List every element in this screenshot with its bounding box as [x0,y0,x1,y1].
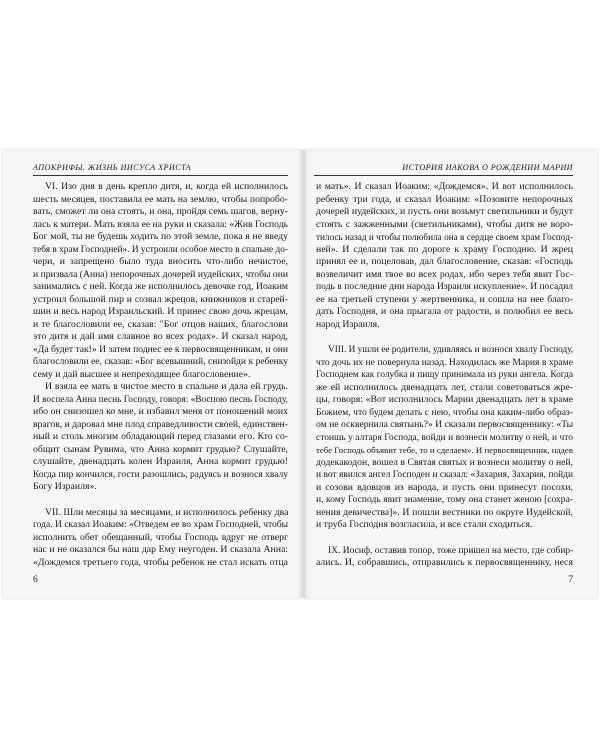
text-line: Когда пир кончился, гости разошлись, радуясь и вознося хвалу [33,469,288,480]
text-line: нения девичества]». И пошли вестники по округе Иудейской, [316,506,573,518]
text-line: тебе Господь объявит тебе, то и сделаем». И первосвященник, надев [316,445,573,455]
text-line: ались. И, собравшись, отправились к первосвященнику, неся [316,557,573,568]
text-line: тебя в храм Господней». И устроили особое место в спальне до- [33,244,288,255]
text-line: принял ее и, поцеловав, дал благословение, сказав: «Господь [316,256,573,267]
text-line: ный и столь многим обладающий перед глазами его. Кто со- [33,431,288,442]
text-line: VI. Изо дня в день крепло дитя, и, когда ей исполнилось [45,181,288,192]
text-line: «Да будет так!» И затем поднес ее к первосвященникам, и они [33,343,288,355]
paragraph-gap [316,331,573,344]
text-line: народ Израиля. [316,318,380,330]
text-line: благословили ее, сказав: «Бог всевышний, снизойди к ребенку [33,356,288,367]
text-line: же ей исполнилось двенадцать лет, стали советоваться жре- [316,381,573,393]
text-line: стоишь у алтаря Господа, войди и вознеси молитву о ней, и что [316,432,573,443]
text-line: И воспела Анна песнь Господу, говоря: «Воспою песнь Господу, [33,394,288,405]
text-line: Богу Израиля». [33,481,97,492]
text-line: подь в последние дни народа Израиля искупление». И посадил [316,281,573,292]
text-line: и, кому Господь явит знамение, тому она станет женою [сохра- [316,494,573,505]
text-line: слушайте, двенадцать колен Израиля, Анна кормит грудью! [33,456,288,467]
header-rule-left [33,175,288,176]
left-page-body [33,181,288,569]
text-line: цы, говоря: «Вот исполнилось Марии двенадцать лет в храме [316,394,573,405]
text-line: года. И сказал Иоаким: «Отведем ее во храм Господней, чтобы [33,520,288,530]
text-line: VIII. И ушли ее родители, удивляясь и вознося хвалу Господу, [328,345,574,355]
text-line: нас и не оказался бы наш дар Ему неугоден. И сказала Анна: [33,544,288,555]
header-rule-right [314,175,573,176]
text-line: и призвала (Анна) непорочных дочерей иудейских, чтобы они [33,268,288,280]
text-line: занимались с ней. Когда же исполнилось девочке год, Иоаким [33,281,288,292]
text-line: стоять с зажженными (светильниками), чтобы дитя не воро- [316,218,573,230]
text-line: и труба Господня возгласила, и все стали сходиться. [316,519,533,530]
text-line: вать, сможет ли она стоять, и она, пройдя семь шагов, верну- [33,206,288,217]
text-line: дать Господня, и она прыгала от радости, и полюбил ее весь [316,306,573,317]
book-spread [3,150,597,598]
text-line: врагов, и даровал мне плод справедливости своей, единствен- [33,418,288,430]
text-line: тилось назад и чтобы полюбила она в сердце своем храм Господ- [316,232,573,242]
text-line: ребенку три года, и сказал Иоаким: «Позовите непорочных [316,193,573,205]
page-number-left: 6 [33,575,38,585]
text-line: додекакодон, вошел в Святая святых и вознеси молитву о ней, [316,456,573,468]
paragraph-gap [316,532,573,545]
text-line: и те благословили ее, сказав: "Бог отцов наших, благослови [33,318,288,330]
text-line: возвеличит имя твое во всех родах, ибо через тебя явит Гос- [316,268,573,280]
text-line: шесть месяцев, поставила ее мать на землю, чтобы попробо- [33,193,288,205]
text-line: IX. Иосиф, оставив топор, тоже пришел на место, где собир- [328,545,574,556]
text-line: VII. Шли месяцы за месяцами, и исполнилось ребенку два [45,506,289,518]
left-page [3,150,300,598]
text-line: сему и дай высшее и непреходящее благословение». [33,368,251,380]
running-header-left: АПОКРИФЫ. ЖИЗНЬ ИИСУСА ХРИСТА [33,163,191,172]
text-line: что дочь их не повернула назад. Находилась же Мария в храме [316,356,573,368]
text-line: устроил большой пир и созвал жрецов, книжников и старей- [33,293,288,305]
text-line: ней». И сделали так по дороге к храму Господню. И жрец [316,243,573,255]
text-line: И взяла ее мать в чистое место в спальне и дала ей грудь. [45,381,288,392]
text-line: Бог мой, ты не будешь ходить по этой земле, пока я не введу [33,231,288,242]
text-line: Божием, что будем делать с нею, чтобы она каким-либо образ- [316,406,573,418]
text-line: шин и весь народ Израильский. И принес свою дочь жрецам, [33,306,288,317]
text-line: ее на третьей ступени у жертвенника, и сошла на нее благо- [316,293,573,305]
text-line: ом не осквернила святынь?» И сказали первосвященнику: «Ты [316,419,574,430]
text-line: и мать». И сказал Иоаким: «Дождемся». И вот исполнилось [316,181,573,192]
right-page-body [316,181,573,570]
text-line: общит сынам Рувима, что Анна кормит грудью? Слушайте, [33,443,288,455]
text-line: и вот явился ангел Господен и сказал: «Захария, Захария, пойди [316,470,573,480]
text-line: ибо он снизошел ко мне, и избавил меня от поношений моих [33,406,288,417]
text-line: Господнем как голубка и пищу принимала из руки ангела. Когда [316,370,573,380]
page-number-right: 7 [568,575,573,585]
text-line: это дитя и дай имя славное во всех родах». И сказал народ, [33,331,288,342]
paragraph-gap [33,494,288,507]
text-line: «Дождемся третьего года, чтобы ребенок не стал искать отца [33,556,288,568]
text-line: и созови вдовцов из народа, и пусть они принесут посохи, [316,481,573,493]
text-line: лась к матери. Мать взяла ее на руки и сказала: «Жив Господь [33,218,288,230]
text-line: чери, и запрещено было туда вносить что-либо нечистое, [33,256,288,267]
text-line: дочерей иудейских, и пусть они возьмут светильники и будут [316,206,573,217]
text-line: исполнить обет обещанный, чтобы Господь вдруг не отверг [33,531,288,543]
right-page [300,150,597,598]
running-header-right: ИСТОРИЯ ИАКОВА О РОЖДЕНИИ МАРИИ [402,163,573,172]
